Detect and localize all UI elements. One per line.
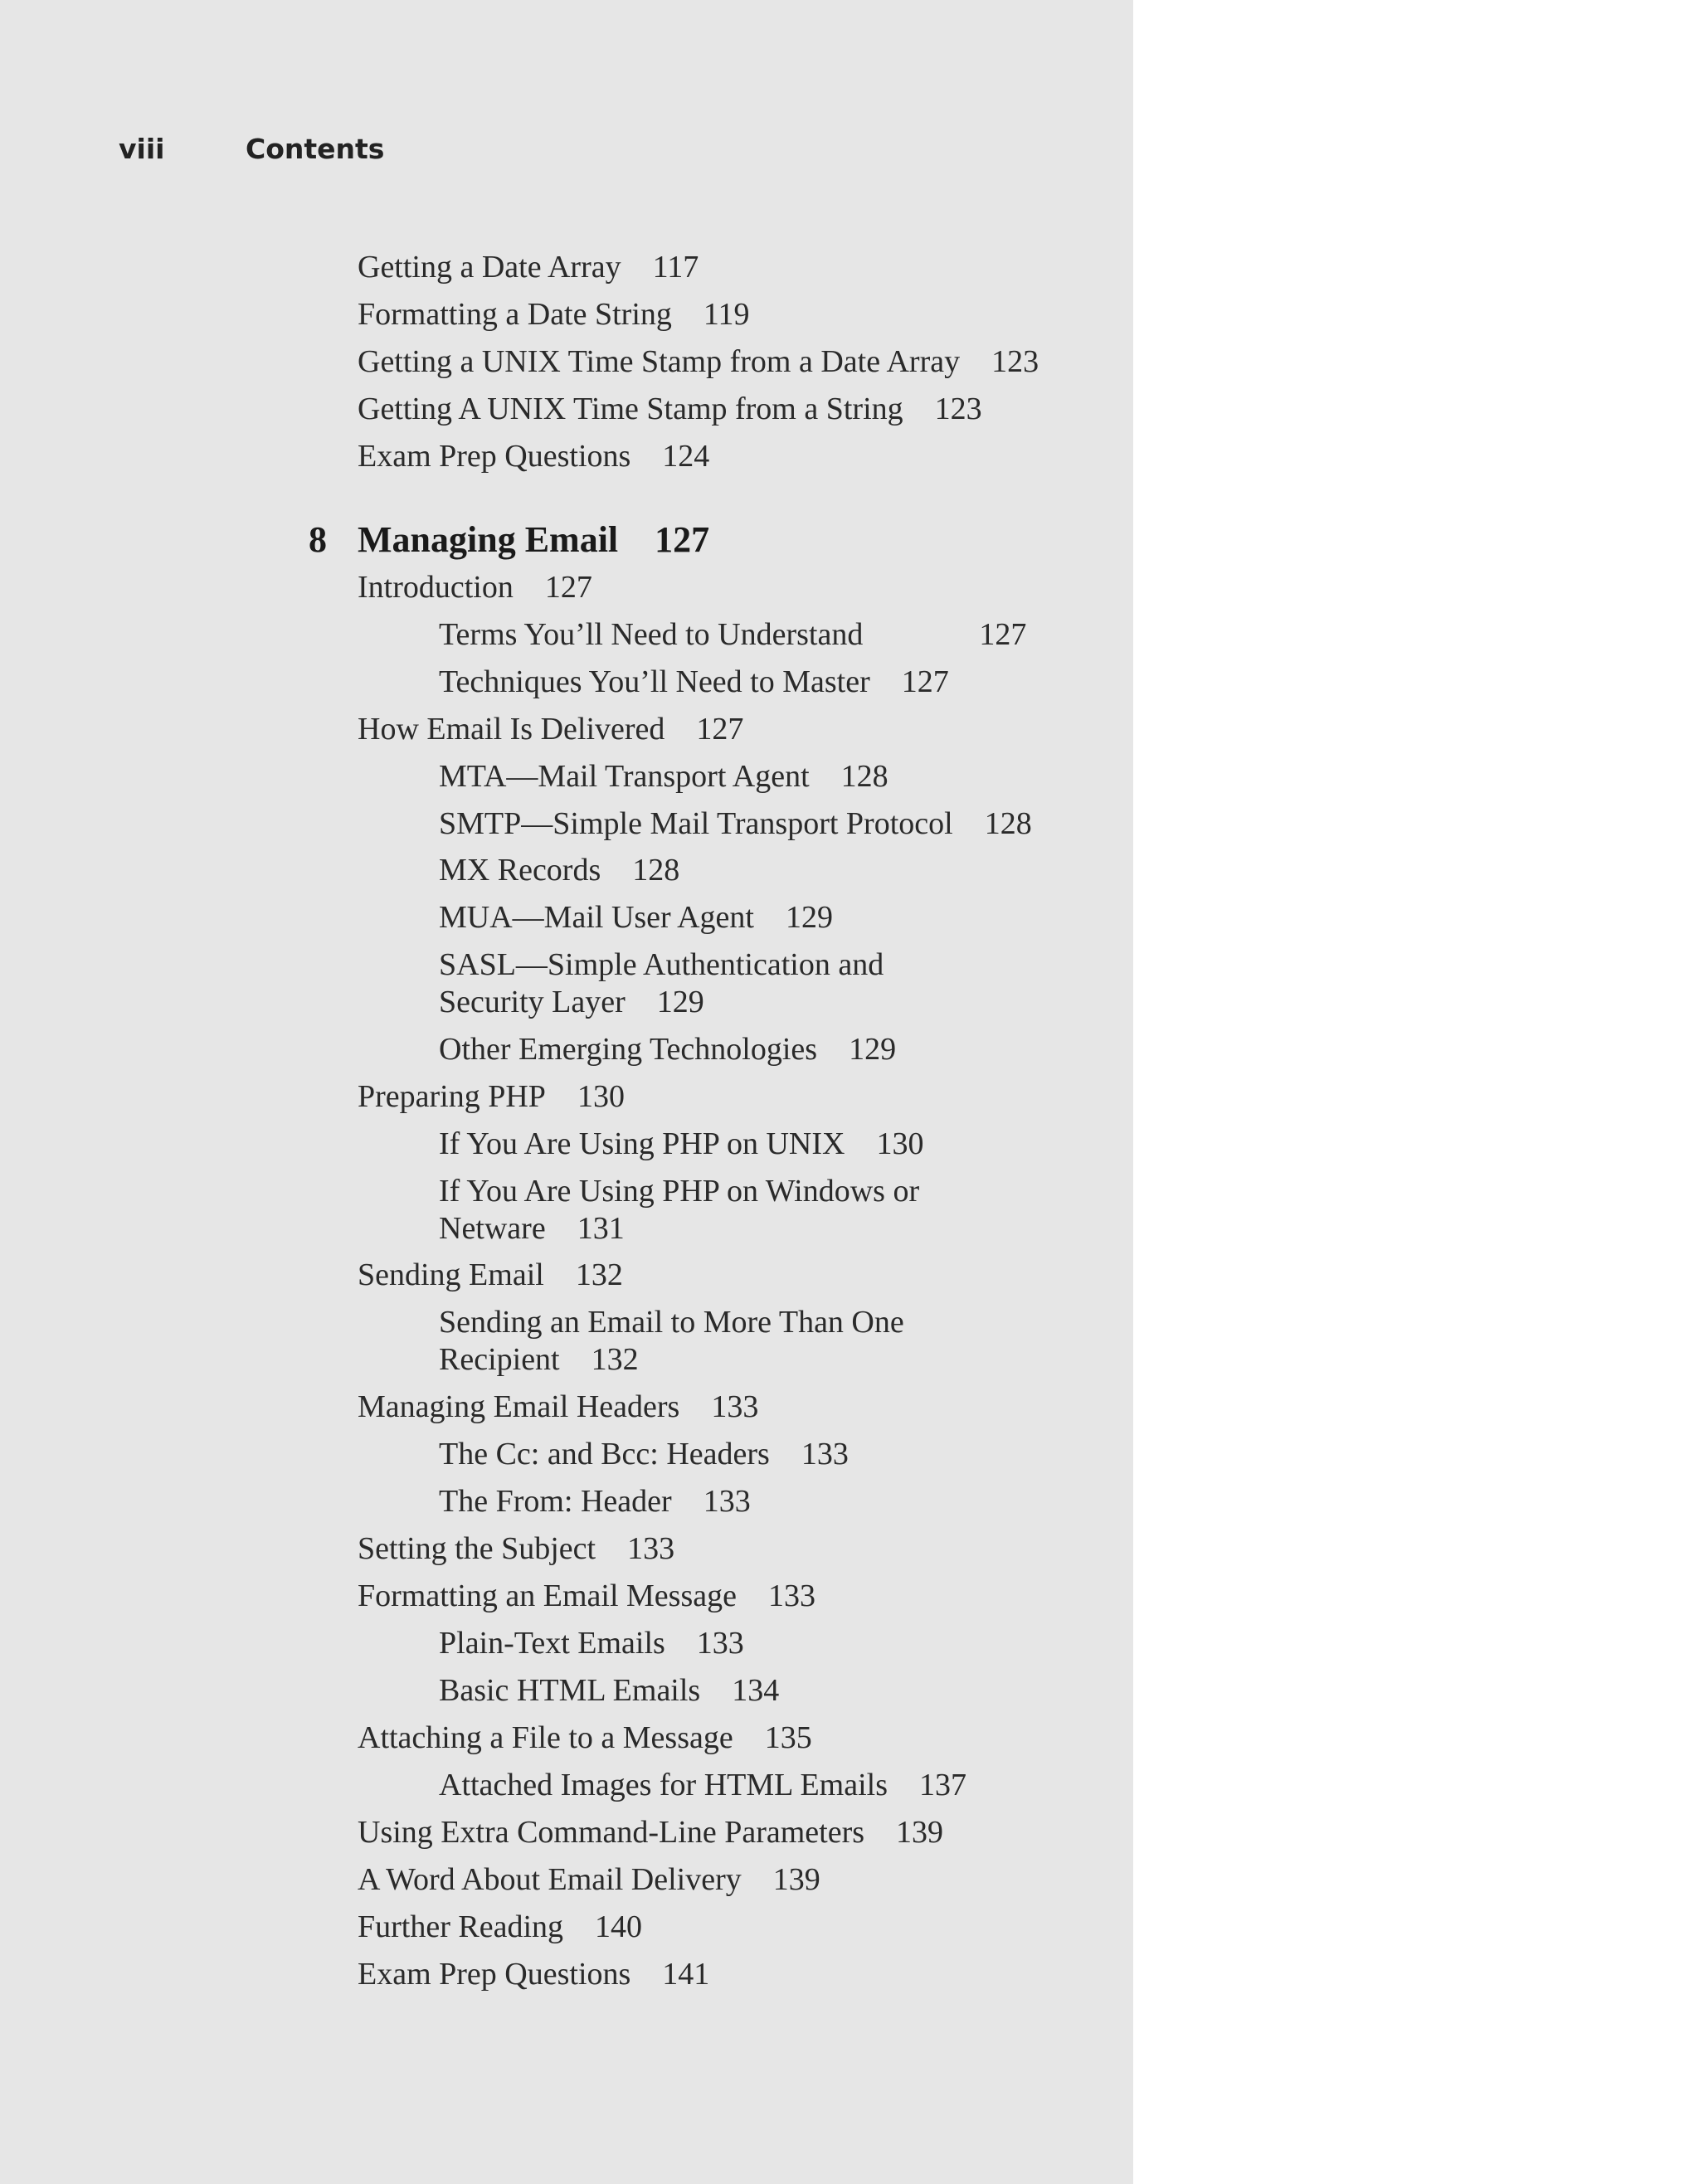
- toc-entry-title: MX Records: [439, 853, 601, 888]
- toc-entry-title: Managing Email Headers: [358, 1389, 680, 1424]
- toc-subentry-continued: [439, 984, 704, 1021]
- toc-entry-title: Getting A UNIX Time Stamp from a String: [358, 392, 903, 426]
- toc-entry-title: Further Reading: [358, 1909, 564, 1944]
- toc-entry-page: 129: [785, 900, 833, 935]
- toc-subentry: [439, 1436, 849, 1473]
- toc-entry-page: 124: [662, 439, 710, 474]
- toc-entry-page: 133: [627, 1531, 675, 1566]
- toc-subentry: [439, 758, 888, 795]
- toc-entry: [358, 711, 743, 748]
- toc-entry: [358, 1078, 625, 1116]
- toc-entry-page: 141: [662, 1957, 710, 1992]
- toc-entry: [358, 1861, 820, 1899]
- toc-entry-page: 139: [896, 1815, 944, 1850]
- toc-entry-title: Formatting a Date String: [358, 297, 672, 332]
- toc-entry-title-cont: Security Layer: [439, 985, 626, 1019]
- toc-entry-page: 132: [575, 1257, 623, 1292]
- toc-entry-title: Exam Prep Questions: [358, 1957, 631, 1992]
- toc-entry-title-cont: Recipient: [439, 1342, 560, 1377]
- toc-entry-title: Getting a UNIX Time Stamp from a Date Array: [358, 344, 961, 379]
- toc-entry-page: 133: [696, 1626, 744, 1661]
- toc-entry-title: Sending an Email to More Than One: [439, 1305, 904, 1340]
- toc-entry-page: 133: [801, 1437, 849, 1471]
- toc-entry-page: 132: [591, 1342, 639, 1377]
- toc-entry: [358, 1814, 943, 1851]
- toc-entry-page: 127: [696, 712, 744, 747]
- toc-entry-page: 135: [764, 1720, 812, 1755]
- toc-subentry: [439, 852, 679, 889]
- toc-entry-title: Exam Prep Questions: [358, 439, 631, 474]
- toc-entry: [358, 343, 1039, 381]
- toc-subentry: [439, 664, 949, 701]
- toc-entry-title: Formatting an Email Message: [358, 1578, 737, 1613]
- toc-entry-title: Setting the Subject: [358, 1531, 596, 1566]
- chapter-number: 8: [309, 519, 327, 560]
- toc-entry-title: Plain-Text Emails: [439, 1626, 665, 1661]
- toc-subentry: [439, 1173, 919, 1210]
- toc-entry-title: Using Extra Command-Line Parameters: [358, 1815, 865, 1850]
- toc-subentry: [439, 946, 884, 984]
- toc-subentry: [439, 1672, 779, 1710]
- toc-entry-page: 123: [934, 392, 982, 426]
- toc-entry-title: The Cc: and Bcc: Headers: [439, 1437, 770, 1471]
- toc-entry: [358, 391, 982, 428]
- toc-entry-title: Terms You’ll Need to Understand: [439, 617, 864, 652]
- toc-entry-title: If You Are Using PHP on Windows or: [439, 1174, 920, 1209]
- toc-subentry: [439, 1767, 966, 1804]
- toc-entry-page: 140: [595, 1909, 643, 1944]
- toc-entry-title: Introduction: [358, 570, 514, 605]
- toc-entry-title-cont: Netware: [439, 1211, 546, 1246]
- toc-entry-title: A Word About Email Delivery: [358, 1862, 742, 1897]
- toc-entry-title: Sending Email: [358, 1257, 544, 1292]
- chapter-title: Managing Email: [358, 519, 619, 560]
- toc-entry-page: 127: [979, 617, 1027, 652]
- toc-entry-page: 137: [918, 1768, 966, 1802]
- toc-subentry-continued: [439, 1210, 625, 1248]
- toc-entry-title: Getting a Date Array: [358, 250, 621, 285]
- toc-entry-title: Attaching a File to a Message: [358, 1720, 733, 1755]
- toc-entry-page: 133: [711, 1389, 759, 1424]
- toc-entry-title: MTA—Mail Transport Agent: [439, 759, 810, 794]
- toc-entry: [358, 296, 749, 333]
- toc-entry-page: 127: [901, 664, 949, 699]
- toc-subentry: [439, 1031, 896, 1068]
- toc-entry: [358, 1389, 758, 1426]
- toc-entry-page: 130: [577, 1079, 625, 1114]
- toc-entry-page: 133: [703, 1484, 751, 1519]
- chapter-page: 127: [655, 519, 710, 560]
- toc-entry-page: 117: [652, 250, 699, 285]
- page-number: viii: [119, 133, 165, 165]
- toc-entry: [358, 1956, 709, 1993]
- toc-entry-page: 129: [849, 1032, 897, 1067]
- toc-subentry-continued: [439, 1341, 639, 1379]
- toc-subentry: [439, 805, 1032, 843]
- toc-entry-title: If You Are Using PHP on UNIX: [439, 1126, 845, 1161]
- toc-entry-page: 119: [703, 297, 750, 332]
- toc-entry: [358, 1257, 623, 1294]
- toc-entry: [358, 438, 709, 475]
- toc-entry-page: 127: [544, 570, 592, 605]
- toc-entry-title: Techniques You’ll Need to Master: [439, 664, 870, 699]
- toc-entry-page: 129: [656, 985, 704, 1019]
- toc-entry-title: The From: Header: [439, 1484, 672, 1519]
- toc-subentry: [439, 1304, 904, 1341]
- toc-entry-title: Attached Images for HTML Emails: [439, 1768, 888, 1802]
- toc-entry: [358, 1578, 815, 1615]
- toc-entry-page: 130: [876, 1126, 924, 1161]
- running-head: Contents: [246, 133, 385, 165]
- toc-entry-page: 128: [840, 759, 888, 794]
- toc-entry-page: 123: [991, 344, 1039, 379]
- toc-entry: [358, 1719, 812, 1757]
- toc-entry-title: SASL—Simple Authentication and: [439, 947, 884, 982]
- toc-entry-page: 134: [732, 1673, 780, 1708]
- chapter-heading: [358, 518, 709, 562]
- toc-entry: [358, 1909, 642, 1946]
- toc-subentry: [439, 1483, 751, 1520]
- toc-subentry: [439, 899, 833, 936]
- toc-subentry: [439, 1625, 744, 1662]
- toc-entry-title: MUA—Mail User Agent: [439, 900, 754, 935]
- toc-entry: [358, 569, 592, 606]
- toc-entry-page: 128: [984, 806, 1032, 841]
- toc-entry-page: 133: [767, 1578, 815, 1613]
- toc-entry: [358, 249, 699, 286]
- toc-subentry: [439, 1126, 923, 1163]
- toc-entry-title: SMTP—Simple Mail Transport Protocol: [439, 806, 953, 841]
- toc-entry-page: 139: [772, 1862, 820, 1897]
- toc-entry-title: How Email Is Delivered: [358, 712, 665, 747]
- toc-entry-title: Other Emerging Technologies: [439, 1032, 818, 1067]
- toc-entry-title: Preparing PHP: [358, 1079, 546, 1114]
- toc-entry-title: Basic HTML Emails: [439, 1673, 701, 1708]
- toc-entry-page: 128: [632, 853, 680, 888]
- toc-entry: [358, 1530, 674, 1568]
- toc-subentry: [439, 616, 1026, 654]
- toc-entry-page: 131: [577, 1211, 625, 1246]
